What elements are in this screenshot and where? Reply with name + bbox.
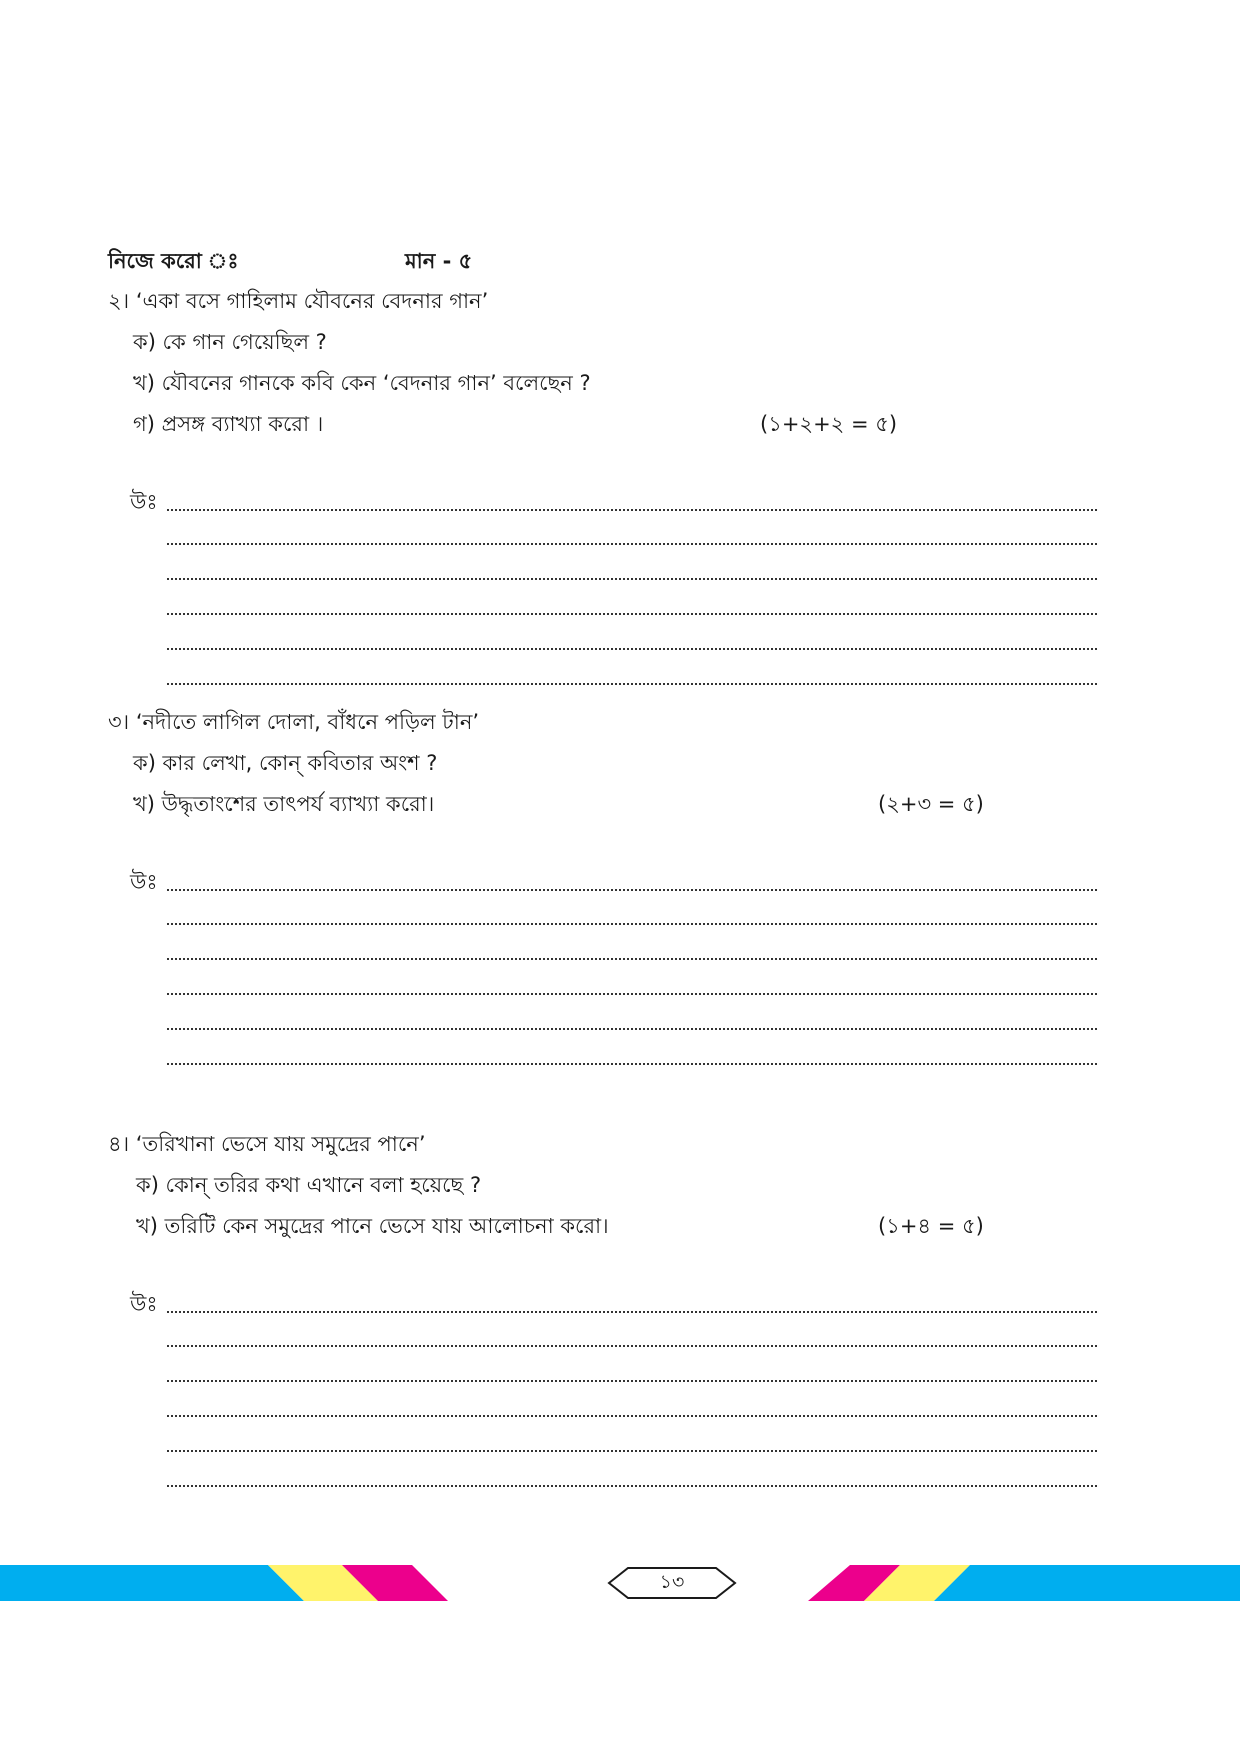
question-4-answer-line-6[interactable] — [167, 1485, 1097, 1487]
question-3-answer-label: উঃ — [130, 870, 158, 894]
question-4-answer-line-5[interactable] — [167, 1450, 1097, 1452]
question-2-part-b: খ) যৌবনের গানকে কবি কেন ‘বেদনার গান’ বলেছেন ? — [133, 371, 591, 395]
question-3-part-b: খ) উদ্ধৃতাংশের তাৎপর্য ব্যাখ্যা করো। — [133, 792, 435, 816]
question-4-part-b: খ) তরিটি কেন সমুদ্রের পানে ভেসে যায় আলোচনা করো। — [136, 1214, 609, 1238]
question-4-answer-line-3[interactable] — [167, 1380, 1097, 1382]
question-3-text: ৩। ‘নদীতে লাগিল দোলা, বাঁধনে পড়িল টান’ — [108, 710, 480, 734]
question-3-answer-line-4[interactable] — [167, 993, 1097, 995]
page-number: ১৩ — [659, 1571, 685, 1593]
question-2-answer-label: উঃ — [130, 490, 158, 514]
question-3-answer-line-5[interactable] — [167, 1028, 1097, 1030]
footer-left-cyan-stripe — [0, 1565, 304, 1601]
question-4-text: ৪। ‘তরিখানা ভেসে যায় সমুদ্রের পানে’ — [108, 1132, 426, 1156]
question-2-marks: (১+২+২ = ৫) — [760, 412, 898, 436]
question-2-answer-line-2[interactable] — [167, 543, 1097, 545]
question-4-answer-line-2[interactable] — [167, 1345, 1097, 1347]
question-4-marks: (১+৪ = ৫) — [878, 1214, 984, 1238]
question-2-answer-line-6[interactable] — [167, 683, 1097, 685]
question-3-part-a: ক) কার লেখা, কোন্ কবিতার অংশ ? — [133, 751, 438, 775]
section-title: নিজে করো ঃ — [108, 249, 239, 273]
question-4-answer-line-4[interactable] — [167, 1415, 1097, 1417]
question-4-answer-line-1[interactable] — [167, 1311, 1097, 1313]
question-3-answer-line-1[interactable] — [167, 889, 1097, 891]
question-2-part-a: ক) কে গান গেয়েছিল ? — [133, 330, 327, 354]
question-2-answer-line-1[interactable] — [167, 509, 1097, 511]
question-2-part-c: গ) প্রসঙ্গ ব্যাখ্যা করো । — [133, 412, 324, 436]
question-2-answer-line-3[interactable] — [167, 578, 1097, 580]
question-4-part-a: ক) কোন্ তরির কথা এখানে বলা হয়েছে ? — [136, 1173, 482, 1197]
question-2-answer-line-5[interactable] — [167, 648, 1097, 650]
question-4-answer-label: উঃ — [130, 1292, 158, 1316]
footer-right-cyan-stripe — [934, 1565, 1240, 1601]
question-3-marks: (২+৩ = ৫) — [878, 792, 984, 816]
question-3-answer-line-2[interactable] — [167, 923, 1097, 925]
question-2-text: ২। ‘একা বসে গাহিলাম যৌবনের বেদনার গান’ — [108, 289, 489, 313]
question-3-answer-line-3[interactable] — [167, 958, 1097, 960]
question-2-answer-line-4[interactable] — [167, 613, 1097, 615]
question-3-answer-line-6[interactable] — [167, 1063, 1097, 1065]
section-marks: মান - ৫ — [405, 249, 473, 273]
